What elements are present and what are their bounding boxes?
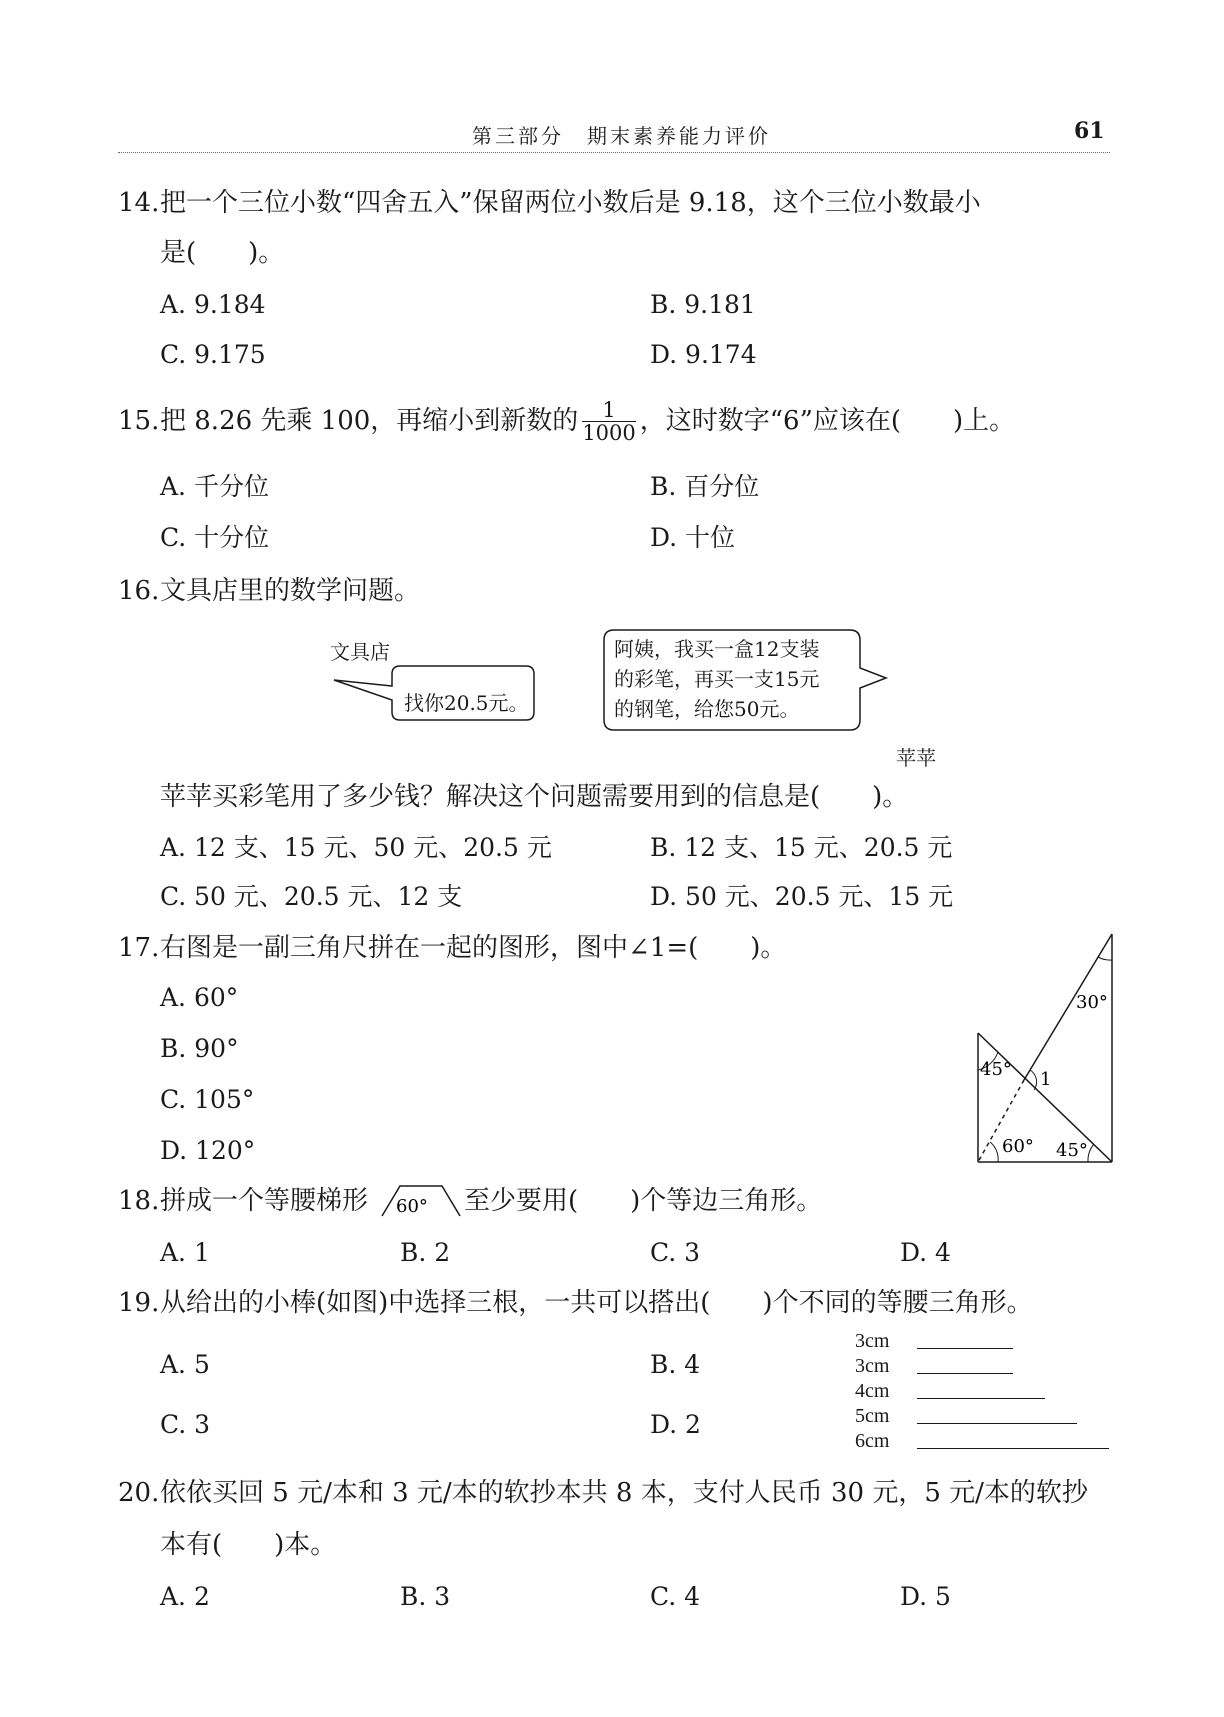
question-text: 文具店里的数学问题。 — [160, 576, 421, 606]
angle-1-label: 1 — [1040, 1069, 1052, 1090]
option-b: B. 9.181 — [650, 290, 756, 319]
option-c: C. 4 — [650, 1582, 701, 1611]
stick-label: 4cm — [855, 1380, 890, 1402]
section-title: 第三部分 期末素养能力评价 — [472, 124, 771, 148]
stick-label: 5cm — [855, 1405, 890, 1427]
customer-bubble-line-1: 阿姨，我买一盒12支装 — [614, 637, 820, 661]
option-a: A. 60° — [160, 983, 239, 1012]
option-c: C. 3 — [160, 1410, 211, 1439]
question-number: 16. — [118, 576, 160, 606]
option-b: B. 12 支、15 元、20.5 元 — [650, 833, 953, 862]
fraction-denominator: 1000 — [582, 420, 636, 445]
option-d: D. 十位 — [650, 523, 736, 552]
angle-45-bottom-label: 45° — [1056, 1140, 1088, 1161]
option-a: A. 千分位 — [160, 472, 269, 501]
question-text-before: 把 8.26 先乘 100，再缩小到新数的 — [160, 406, 579, 436]
angle-30-label: 30° — [1076, 992, 1108, 1013]
option-a: A. 1 — [160, 1238, 210, 1267]
stick-label: 3cm — [855, 1355, 890, 1377]
option-c: C. 50 元、20.5 元、12 支 — [160, 882, 463, 911]
question-number: 17. — [118, 933, 160, 963]
option-d: D. 2 — [650, 1410, 701, 1439]
question-text-line2: 本有( )本。 — [160, 1530, 337, 1560]
customer-bubble-line-2: 的彩笔，再买一支15元 — [614, 667, 820, 691]
question-text: 右图是一副三角尺拼在一起的图形，图中∠1=( )。 — [160, 933, 787, 963]
option-d: D. 9.174 — [650, 340, 757, 369]
option-c: C. 105° — [160, 1085, 255, 1114]
triangle-rulers-figure — [970, 930, 1120, 1170]
option-c: C. 3 — [650, 1238, 701, 1267]
question-text: 从给出的小棒(如图)中选择三根，一共可以搭出( )个不同的等腰三角形。 — [160, 1288, 1033, 1318]
option-d: D. 120° — [160, 1136, 256, 1165]
shop-bubble-text: 找你20.5元。 — [404, 691, 529, 715]
question-number: 14. — [118, 188, 160, 218]
option-a: A. 12 支、15 元、50 元、20.5 元 — [160, 833, 552, 862]
page-number: 61 — [1074, 118, 1105, 144]
customer-bubble-line-3: 的钢笔，给您50元。 — [614, 697, 800, 721]
stick-line — [917, 1423, 1077, 1424]
fraction — [582, 399, 635, 444]
angle-45-top-label: 45° — [980, 1059, 1012, 1080]
shop-label: 文具店 — [330, 640, 390, 664]
question-number: 20. — [118, 1478, 160, 1508]
option-b: B. 百分位 — [650, 472, 760, 501]
question-text-line2: 是( )。 — [160, 238, 285, 268]
trapezoid-icon — [380, 1182, 464, 1218]
fraction-numerator: 1 — [582, 399, 635, 422]
question-text-line1: 把一个三位小数“四舍五入”保留两位小数后是 9.18，这个三位小数最小 — [160, 188, 981, 218]
question-number: 15. — [118, 406, 160, 436]
stick-line — [917, 1398, 1045, 1399]
option-a: A. 9.184 — [160, 290, 266, 319]
question-number: 18. — [118, 1186, 160, 1216]
header-divider — [118, 152, 1110, 153]
question-text-line1: 依依买回 5 元/本和 3 元/本的软抄本共 8 本，支付人民币 30 元，5 元/本的软抄 — [160, 1478, 1088, 1508]
option-c: C. 9.175 — [160, 340, 266, 369]
option-b: B. 90° — [160, 1034, 239, 1063]
trapezoid-angle-label: 60° — [396, 1196, 428, 1217]
option-d: D. 4 — [900, 1238, 951, 1267]
question-sub-text: 苹苹买彩笔用了多少钱？解决这个问题需要用到的信息是( )。 — [160, 782, 909, 812]
stick-line — [917, 1373, 1013, 1374]
option-b: B. 4 — [650, 1350, 701, 1379]
stick-label: 3cm — [855, 1330, 890, 1352]
question-number: 19. — [118, 1288, 160, 1318]
option-b: B. 3 — [400, 1582, 451, 1611]
question-text-before: 拼成一个等腰梯形 — [160, 1186, 369, 1216]
sticks-figure — [855, 1330, 1115, 1460]
option-a: A. 5 — [160, 1350, 210, 1379]
question-text-after: ，这时数字“6”应该在( )上。 — [639, 406, 1016, 436]
stick-line — [917, 1348, 1013, 1349]
option-d: D. 5 — [900, 1582, 951, 1611]
stick-label: 6cm — [855, 1430, 890, 1452]
option-c: C. 十分位 — [160, 523, 270, 552]
question-text — [160, 392, 1015, 450]
customer-name: 苹苹 — [896, 746, 936, 770]
question-text-after: 至少要用( )个等边三角形。 — [464, 1186, 823, 1216]
option-a: A. 2 — [160, 1582, 210, 1611]
stick-line — [917, 1448, 1109, 1449]
option-d: D. 50 元、20.5 元、15 元 — [650, 882, 954, 911]
angle-60-label: 60° — [1002, 1136, 1034, 1157]
option-b: B. 2 — [400, 1238, 451, 1267]
